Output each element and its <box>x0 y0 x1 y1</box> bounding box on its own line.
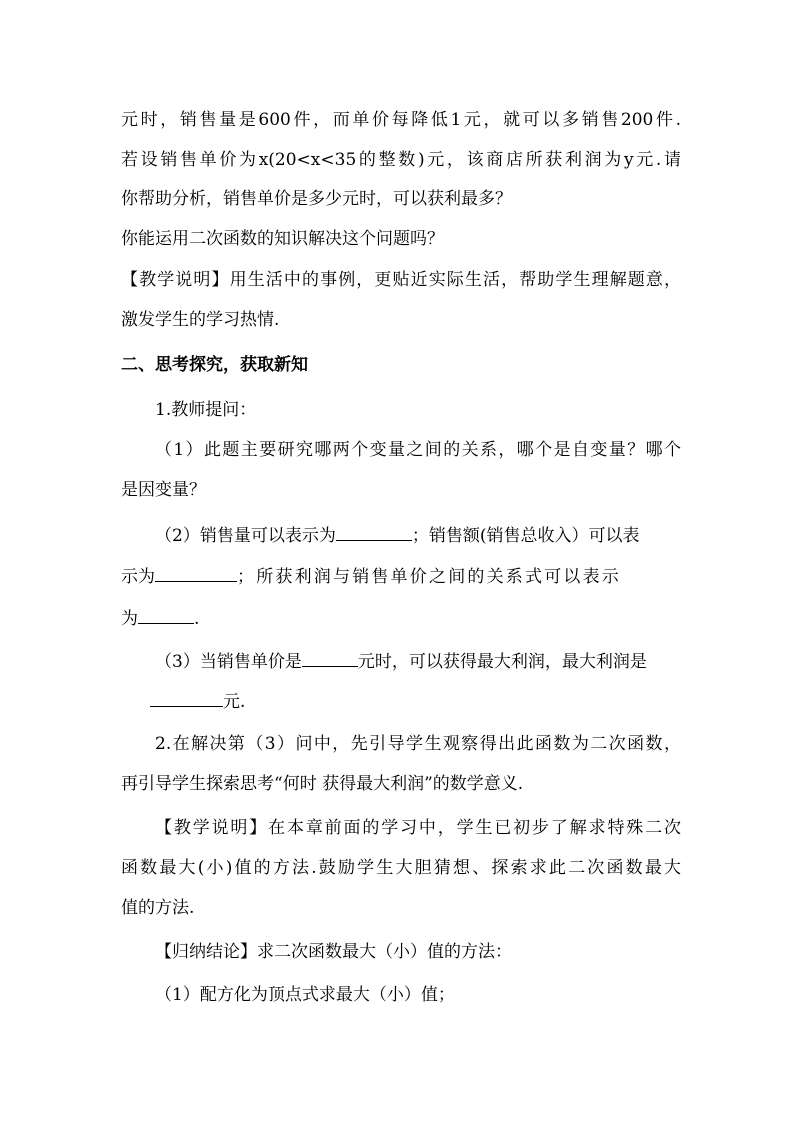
paragraph-line: 再引导学生探索思考“何时 获得最大利润”的数学意义. <box>121 774 524 794</box>
answer-blank[interactable] <box>138 605 194 624</box>
answer-blank[interactable] <box>150 688 223 707</box>
paragraph-line: 你能运用二次函数的知识解决这个问题吗？ <box>121 229 444 249</box>
question-1-line: （1）此题主要研究哪两个变量之间的关系，哪个是自变量？哪个 <box>155 440 681 460</box>
question-text: 为 <box>121 609 138 629</box>
question-text: （3）当销售单价是 <box>155 652 302 672</box>
question-text: ；销售额(销售总收入）可以表 <box>411 526 640 546</box>
question-text: ；所获利润与销售单价之间的关系式可以表示 <box>237 567 621 587</box>
teaching-note-line: 函数最大(小)值的方法.鼓励学生大胆猜想、探索求此二次函数最大 <box>121 858 681 878</box>
section-heading: 二、思考探究，获取新知 <box>121 355 308 375</box>
teaching-note-line: 激发学生的学习热情. <box>121 310 280 330</box>
teaching-note-line: 【教学说明】用生活中的事例，更贴近实际生活，帮助学生理解题意， <box>121 270 681 290</box>
answer-blank[interactable] <box>336 522 412 541</box>
teaching-note-line: 值的方法. <box>121 898 195 918</box>
question-text: 元时，可以获得最大利润，最大利润是 <box>357 652 647 672</box>
paragraph-line: 你帮助分析，销售单价是多少元时，可以获利最多？ <box>121 189 512 209</box>
question-3-line <box>150 688 710 714</box>
paragraph-line: 2.在解决第（3）问中，先引导学生观察得出此函数为二次函数， <box>155 734 681 754</box>
paragraph-line: 若设销售单价为x(20<x<35的整数)元，该商店所获利润为y元.请 <box>121 150 681 170</box>
teaching-note-line: 【教学说明】在本章前面的学习中，学生已初步了解求特殊二次 <box>155 818 681 838</box>
question-2-line <box>155 522 681 548</box>
paragraph-line: 元时，销售量是600件，而单价每降低1元，就可以多销售200件. <box>121 110 681 130</box>
list-item: 1.教师提问： <box>155 400 257 420</box>
answer-blank[interactable] <box>155 563 237 582</box>
question-text: . <box>194 609 200 629</box>
conclusion-line: （1）配方化为顶点式求最大（小）值； <box>155 985 455 1005</box>
question-2-line <box>121 563 681 589</box>
question-text: 示为 <box>121 567 155 587</box>
question-1-line: 是因变量？ <box>121 480 206 500</box>
conclusion-line: 【归纳结论】求二次函数最大（小）值的方法： <box>155 942 512 962</box>
question-text: （2）销售量可以表示为 <box>155 526 336 546</box>
question-text: 元. <box>223 692 246 712</box>
answer-blank[interactable] <box>302 648 358 667</box>
question-3-line <box>155 648 681 674</box>
question-2-line <box>121 605 681 631</box>
